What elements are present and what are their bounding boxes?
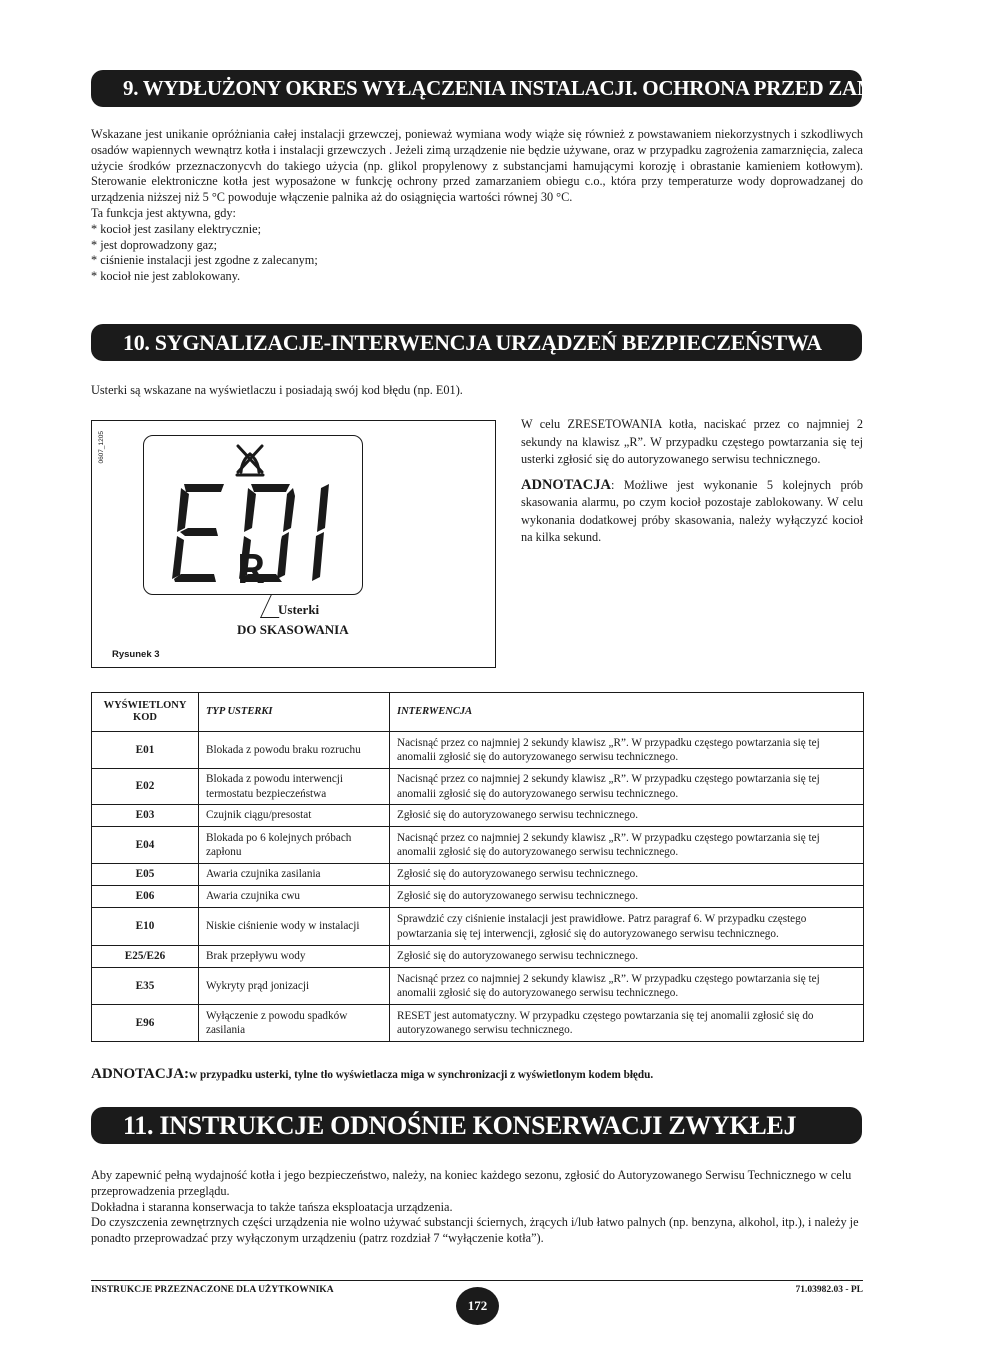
table-row [92,805,864,827]
table-row [92,769,864,805]
section-9-body [91,127,863,285]
cell-code: E04 [92,827,199,864]
note-text: : Możliwe jest wykonanie 5 kolejnych prób skasowania alarmu, po czym kocioł pozostaje zablokowany. W celu wykonania dodatkowej próby skasowania, należy wyłączyzć kocioł na kilka sekund. [521,477,863,544]
cell-code: E10 [92,908,199,946]
section-9-intro: Ta funkcja jest aktywna, gdy: [91,205,236,220]
section-10-intro: Usterki są wskazane na wyświetlaczu i posiadają swój kod błędu (np. E01). [91,383,463,397]
cell-code: E96 [92,1005,199,1042]
cell-type: Niskie ciśnienie wody w instalacji [199,908,390,946]
cell-type: Czujnik ciągu/presostat [199,805,390,827]
table-row [92,1005,864,1042]
cell-intervention: Sprawdzić czy ciśnienie instalacji jest prawidłowe. Patrz paragraf 6. W przypadku częstego powtarzania się tej interwencji, zgłosić się do autoryzowanego serwisu technicznego. [390,908,864,946]
table-row [92,732,864,769]
footer-divider [91,1280,863,1281]
header-type: TYP USTERKI [199,693,390,732]
page-number: 172 [456,1287,499,1325]
cell-intervention: Nacisnąć przez co najmniej 2 sekundy klawisz „R”. W przypadku częstego powtarzania się tej anomalii zgłosić się do autoryzowanego serwisu technicznego. [390,827,864,864]
table-row [92,827,864,864]
reset-text: W celu ZRESETOWANIA kotła, naciskać przez co najmniej 2 sekundy na klawisz „R”. W przypadku częstego powtarzania się tej usterki zgłosić się do autoryzowanego serwisu technicznego. [521,417,863,466]
cell-code: E06 [92,886,199,908]
cell-intervention: Nacisnąć przez co najmniej 2 sekundy klawisz „R”. W przypadku częstego powtarzania się tej anomalii zgłosić się do autoryzowanego serwisu technicznego. [390,732,864,769]
table-row [92,908,864,946]
list-item: * jest doprowadzony gaz; [91,238,863,254]
cell-code: E05 [92,864,199,886]
cell-type: Blokada po 6 kolejnych próbach zapłonu [199,827,390,864]
section-11-title: 11. INSTRUKCJE ODNOŚNIE KONSERWACJI ZWYKŁEJ [91,1107,862,1144]
table-header-row [92,693,864,732]
footer-title: INSTRUKCJE PRZEZNACZONE DLA UŻYTKOWNIKA [91,1285,334,1295]
fault-codes-table [91,692,864,1042]
note-lead: ADNOTACJA [521,476,611,493]
display-note-text: w przypadku usterki, tylne tło wyświetlacza miga w synchronizacji z wyświetlonym kodem błędu. [189,1069,654,1081]
digit-one [312,484,329,581]
cell-type: Blokada z powodu braku rozruchu [199,732,390,769]
section-9-title: 9. WYDŁUŻONY OKRES WYŁĄCZENIA INSTALACJI. OCHRONA PRZED ZAMARZANIEM [91,70,862,107]
list-item: * ciśnienie instalacji jest zgodne z zalecanym; [91,253,863,269]
cell-type: Awaria czujnika zasilania [199,864,390,886]
cell-type: Wyłączenie z powodu spadków zasilania [199,1005,390,1042]
cell-intervention: Zgłosić się do autoryzowanego serwisu technicznego. [390,886,864,908]
cell-intervention: Nacisnąć przez co najmniej 2 sekundy klawisz „R”. W przypadku częstego powtarzania się tej anomalii zgłosić się do autoryzowanego serwisu technicznego. [390,968,864,1005]
figure-label-faults: Usterki [278,602,320,617]
conditions-list [91,222,863,285]
figure-code: 0607_1205 [98,431,105,464]
section-11-body [91,1168,863,1247]
cell-intervention: Nacisnąć przez co najmniej 2 sekundy klawisz „R”. W przypadku częstego powtarzania się tej anomalii zgłosić się do autoryzowanego serwisu technicznego. [390,769,864,805]
section-11-paragraph: Aby zapewnić pełną wydajność kotła i jego bezpieczeństwo, należy, na koniec każdego sezonu, zgłosić do Autoryzowanego Serwisu Technicznego w celu przeprowadzenia przeglądu. [91,1168,852,1198]
cell-code: E01 [92,732,199,769]
table-row [92,946,864,968]
section-11-paragraph: Do czyszczenia zewnętrznych części urządzenia nie wolno używać substancji ściernych, żrących i/lub łatwo palnych (np. benzyna, alkohol, itp.), i należy je ponadto przeprowadzać przy wyłączonym urządzeniu (patrz rozdział 7 “wyłączenie kotła”). [91,1215,859,1246]
cell-code: E03 [92,805,199,827]
header-code: WYŚWIETLONY KOD [92,693,199,732]
display-note [91,1066,653,1083]
list-item: * kocioł jest zasilany elektrycznie; [91,222,863,238]
lcd-display [143,435,363,595]
document-code: 71.03982.03 - PL [795,1285,863,1295]
section-11-paragraph: Dokładna i staranna konserwacja to także tańsza eksploatacja urządzenia. [91,1199,453,1214]
cell-type: Blokada z powodu interwencji termostatu bezpieczeństwa [199,769,390,805]
reset-instructions [521,416,863,547]
list-item: * kocioł nie jest zablokowany. [91,269,863,285]
cell-intervention: RESET jest automatyczny. W przypadku częstego powtarzania się tej anomalii zgłosić się do autoryzowanego serwisu technicznego. [390,1005,864,1042]
cell-intervention: Zgłosić się do autoryzowanego serwisu technicznego. [390,946,864,968]
cell-intervention: Zgłosić się do autoryzowanego serwisu technicznego. [390,864,864,886]
cell-code: E02 [92,769,199,805]
cell-code: E25/E26 [92,946,199,968]
table-row [92,864,864,886]
cell-type: Awaria czujnika cwu [199,886,390,908]
table-row [92,886,864,908]
display-note-lead: ADNOTACJA: [91,1066,190,1082]
burner-blocked-icon [237,446,263,475]
reset-note [521,477,863,547]
digit-e [172,484,224,582]
cell-intervention: Zgłosić się do autoryzowanego serwisu technicznego. [390,805,864,827]
figure-label-reset: DO SKASOWANIA [237,622,349,637]
table-row [92,968,864,1005]
figure-caption: Rysunek 3 [112,649,160,660]
cell-code: E35 [92,968,199,1005]
section-10-title: 10. SYGNALIZACJE-INTERWENCJA URZĄDZEŃ BEZPIECZEŃSTWA [91,324,862,361]
cell-type: Brak przepływu wody [199,946,390,968]
lcd-letter-r: R [237,545,265,592]
cell-type: Wykryty prąd jonizacji [199,968,390,1005]
display-figure [91,420,496,668]
section-9-paragraph: Wskazane jest unikanie opróżniania całej instalacji grzewczej, ponieważ wymiana wody wiąże się również z powstawaniem niekorzystnych i szkodliwych osadów wapiennych wewnątrz kotła i instalacji grzewczych . Jeżeli zimą urządzenie nie będzie używane, oraz w przypadku zagrożenia zamarznięcia, zaleca użycie środków przeznaczonycvh do takiego użycia (np. glikol propylenowy z substancjami hamującymi korozję i obrastanie kamieniem kotłowym). Sterowanie elektroniczne kotła jest wyposażone w funkcję ochrony przed zamarzaniem obiegu c.o., która przy temperaturze wody doprowadzanej do urządzenia niższej niż 5 °C powoduje włączenie palnika aż do osiągnięcia wartości równej 30 °C. [91,127,863,205]
header-intervention: INTERWENCJA [390,693,864,732]
